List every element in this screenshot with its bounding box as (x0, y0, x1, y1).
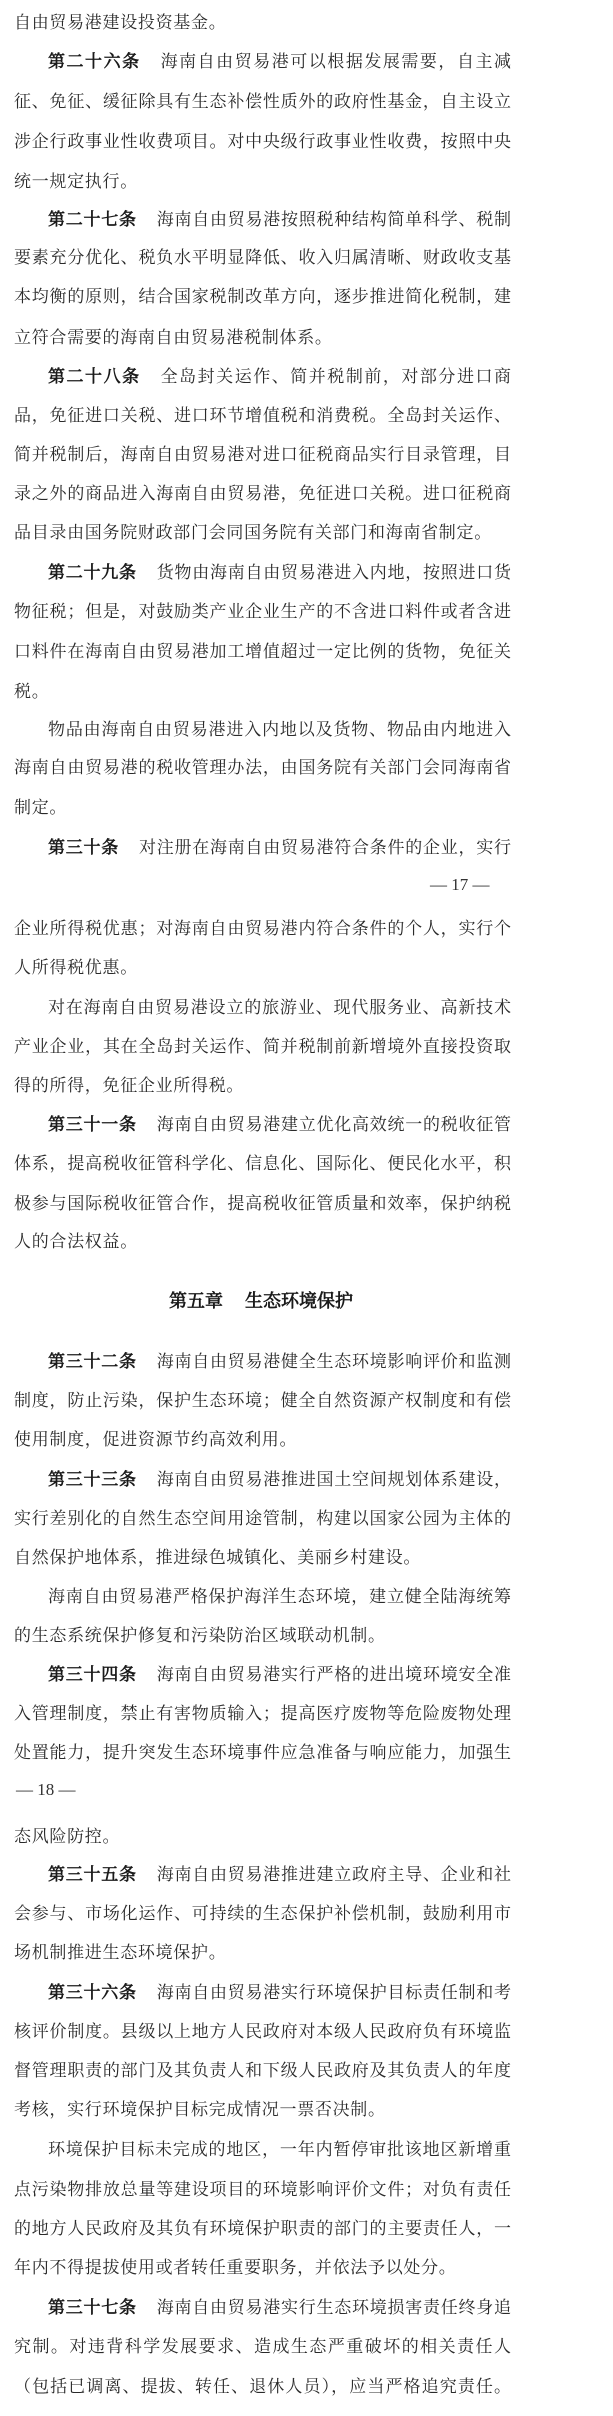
text-line (14, 1184, 512, 1224)
text-line (14, 2327, 512, 2367)
line-text: 录之外的商品进入海南自由贸易港，免征进口关税。进口征税商 (14, 484, 512, 504)
text-line (14, 1027, 512, 1067)
text-line (14, 592, 512, 632)
line-text: 场机制推进生态环境保护。 (14, 1943, 227, 1963)
line-text: 海南自由贸易港健全生态环境影响评价和监测 (156, 1352, 512, 1372)
line-text: 的生态系统保护修复和污染防治区域联动机制。 (14, 1626, 386, 1646)
text-line (14, 748, 512, 788)
line-text: 海南自由贸易港实行严格的进出境环境安全准 (156, 1665, 512, 1685)
text-line (14, 1616, 386, 1656)
text-line (14, 318, 333, 358)
article-number: 第三十三条 (48, 1470, 137, 1490)
text-line (14, 1381, 512, 1421)
line-text: 海南自由贸易港建立优化高效统一的税收征管 (156, 1115, 512, 1135)
line-text: 产业企业，其在全岛封关运作、简并税制前新增境外直接投资取 (14, 1037, 512, 1057)
line-text: 征、免征、缓征除具有生态补偿性质外的政府性基金，自主设立 (14, 92, 512, 112)
article-first-line (48, 2288, 512, 2328)
line-text: 货物由海南自由贸易港进入内地，按照进口货 (156, 563, 512, 583)
article-first-line (48, 828, 512, 868)
text-line (14, 1144, 512, 1184)
line-text: 税。 (14, 682, 50, 702)
line-text: 海南自由贸易港实行环境保护目标责任制和考 (156, 1983, 512, 2003)
text-line (14, 2012, 512, 2052)
line-text: 使用制度，促进资源节约高效利用。 (14, 1430, 298, 1450)
article-first-line (48, 1105, 512, 1145)
article-first-line (48, 1855, 512, 1895)
text-line (14, 1733, 512, 1773)
text-line (14, 1420, 297, 1460)
text-line (14, 396, 512, 436)
text-line (14, 1694, 512, 1734)
text-line (14, 1222, 138, 1262)
article-number: 第二十六条 (48, 52, 141, 72)
line-text: 制定。 (14, 798, 68, 818)
article-first-line (48, 1342, 512, 1382)
line-text: 的地方人民政府及其负有环境保护职责的部门的主要责任人，一 (14, 2219, 512, 2239)
line-text: 体系，提高税收征管科学化、信息化、国际化、便民化水平，积 (14, 1154, 512, 1174)
line-text: 得的所得，免征企业所得税。 (14, 1076, 245, 1096)
article-number: 第三十二条 (48, 1352, 137, 1372)
text-line (14, 277, 512, 317)
text-line (14, 435, 512, 475)
line-text: 物品由海南自由贸易港进入内地以及货物、物品由内地进入 (48, 720, 512, 740)
line-text: 年内不得提拔使用或者转任重要职务，并依法予以处分。 (14, 2258, 457, 2278)
line-text: 入管理制度，禁止有害物质输入；提高医疗废物等危险废物处理 (14, 1704, 512, 1724)
line-text: 海南自由贸易港的税收管理办法，由国务院有关部门会同海南省 (14, 758, 512, 778)
text-line (14, 632, 512, 672)
text-line (14, 672, 49, 712)
line-text: 考核，实行环境保护目标完成情况一票否决制。 (14, 2100, 386, 2120)
text-line (14, 162, 138, 202)
line-text: 要素充分优化、税负水平明显降低、收入归属清晰、财政收支基 (14, 248, 512, 268)
line-text: 对在海南自由贸易港设立的旅游业、现代服务业、高新技术 (48, 998, 512, 1018)
article-number: 第二十九条 (48, 563, 137, 583)
line-text: 处置能力，提升突发生态环境事件应急准备与响应能力，加强生 (14, 1743, 512, 1763)
chapter-heading (0, 1282, 522, 1322)
text-line (14, 122, 512, 162)
line-text: 海南自由贸易港推进国土空间规划体系建设， (156, 1470, 512, 1490)
line-text: 自由贸易港建设投资基金。 (14, 13, 227, 33)
text-line (14, 2367, 512, 2407)
line-text: 对注册在海南自由贸易港符合条件的企业，实行 (139, 838, 512, 858)
article-number: 第三十条 (48, 838, 119, 858)
text-line (14, 788, 67, 828)
line-text: 统一规定执行。 (14, 172, 138, 192)
line-text: 企业所得税优惠；对海南自由贸易港内符合条件的个人，实行个 (14, 919, 512, 939)
line-text: 口料件在海南自由贸易港加工增值超过一定比例的货物，免征关 (14, 642, 512, 662)
article-number: 第二十八条 (48, 367, 141, 387)
line-text: 海南自由贸易港严格保护海洋生态环境，建立健全陆海统筹 (48, 1587, 512, 1607)
line-text: 究制。对违背科学发展要求、造成生态严重破坏的相关责任人 (14, 2337, 513, 2357)
article-first-line (48, 357, 513, 397)
article-number: 第三十七条 (48, 2298, 137, 2318)
line-text: 物征税；但是，对鼓励类产业企业生产的不含进口料件或者含进 (14, 602, 512, 622)
article-number: 第二十七条 (48, 210, 137, 230)
line-text: 全岛封关运作、简并税制前，对部分进口商 (160, 367, 513, 387)
text-line (14, 1538, 421, 1578)
text-line (14, 1817, 120, 1857)
article-first-line (48, 553, 512, 593)
text-line (14, 2248, 457, 2288)
line-text: 环境保护目标未完成的地区，一年内暂停审批该地区新增重 (48, 2140, 512, 2160)
text-line (14, 909, 512, 949)
article-number: 第三十一条 (48, 1115, 137, 1135)
line-text: 本均衡的原则，结合国家税制改革方向，逐步推进简化税制，建 (14, 287, 512, 307)
text-line (14, 948, 138, 988)
article-first-line (48, 1655, 512, 1695)
line-text: 人的合法权益。 (14, 1232, 138, 1252)
article-first-line (48, 42, 513, 82)
text-line (48, 1577, 512, 1617)
line-text: 海南自由贸易港实行生态环境损害责任终身追 (156, 2298, 512, 2318)
line-text: 自然保护地体系，推进绿色城镇化、美丽乡村建设。 (14, 1548, 422, 1568)
line-text: 海南自由贸易港可以根据发展需要，自主减 (160, 52, 513, 72)
text-line (14, 2051, 512, 2091)
text-line (14, 3, 226, 43)
text-line (48, 710, 512, 750)
text-line (14, 1066, 244, 1106)
line-text: （包括已调离、提拔、转任、退休人员），应当严格追究责任。 (14, 2377, 513, 2397)
article-first-line (48, 1973, 512, 2013)
line-text: 立符合需要的海南自由贸易港税制体系。 (14, 328, 333, 348)
line-text: 态风险防控。 (14, 1827, 121, 1847)
page-number-18: — 18 — (16, 1780, 76, 1799)
line-text: 点污染物排放总量等建设项目的环境影响评价文件；对负有责任 (14, 2180, 512, 2200)
chapter-title: 生态环境保护 (245, 1291, 353, 1312)
line-text: 督管理职责的部门及其负责人和下级人民政府及其负责人的年度 (14, 2061, 512, 2081)
line-text: 会参与、市场化运作、可持续的生态保护补偿机制，鼓励利用市 (14, 1904, 512, 1924)
text-line (14, 238, 512, 278)
line-text: 品，免征进口关税、进口环节增值税和消费税。全岛封关运作、 (14, 406, 512, 426)
line-text: 制度，防止污染，保护生态环境；健全自然资源产权制度和有偿 (14, 1391, 512, 1411)
article-number: 第三十四条 (48, 1665, 137, 1685)
article-number: 第三十五条 (48, 1865, 137, 1885)
article-first-line (48, 1460, 512, 1500)
article-first-line (48, 200, 512, 240)
page-number-17: — 17 — (430, 875, 490, 894)
text-line (14, 1499, 512, 1539)
line-text: 简并税制后，海南自由贸易港对进口征税商品实行目录管理，目 (14, 445, 512, 465)
text-line (14, 2209, 512, 2249)
text-line (14, 2170, 512, 2210)
text-line (14, 474, 512, 514)
line-text: 极参与国际税收征管合作，提高税收征管质量和效率，保护纳税 (14, 1194, 512, 1214)
chapter-number: 第五章 (169, 1291, 223, 1312)
text-line (48, 2130, 512, 2170)
line-text: 海南自由贸易港推进建立政府主导、企业和社 (156, 1865, 512, 1885)
line-text: 品目录由国务院财政部门会同国务院有关部门和海南省制定。 (14, 523, 492, 543)
line-text: 涉企行政事业性收费项目。对中央级行政事业性收费，按照中央 (14, 132, 512, 152)
line-text: 实行差别化的自然生态空间用途管制，构建以国家公园为主体的 (14, 1509, 512, 1529)
text-line (14, 1933, 226, 1973)
line-text: 人所得税优惠。 (14, 958, 138, 978)
line-text: 核评价制度。县级以上地方人民政府对本级人民政府负有环境监 (14, 2022, 512, 2042)
text-line (14, 513, 492, 553)
text-line (14, 1894, 512, 1934)
text-line (14, 2090, 386, 2130)
line-text: 海南自由贸易港按照税种结构简单科学、税制 (156, 210, 512, 230)
text-line (48, 988, 512, 1028)
text-line (14, 82, 512, 122)
article-number: 第三十六条 (48, 1983, 137, 2003)
